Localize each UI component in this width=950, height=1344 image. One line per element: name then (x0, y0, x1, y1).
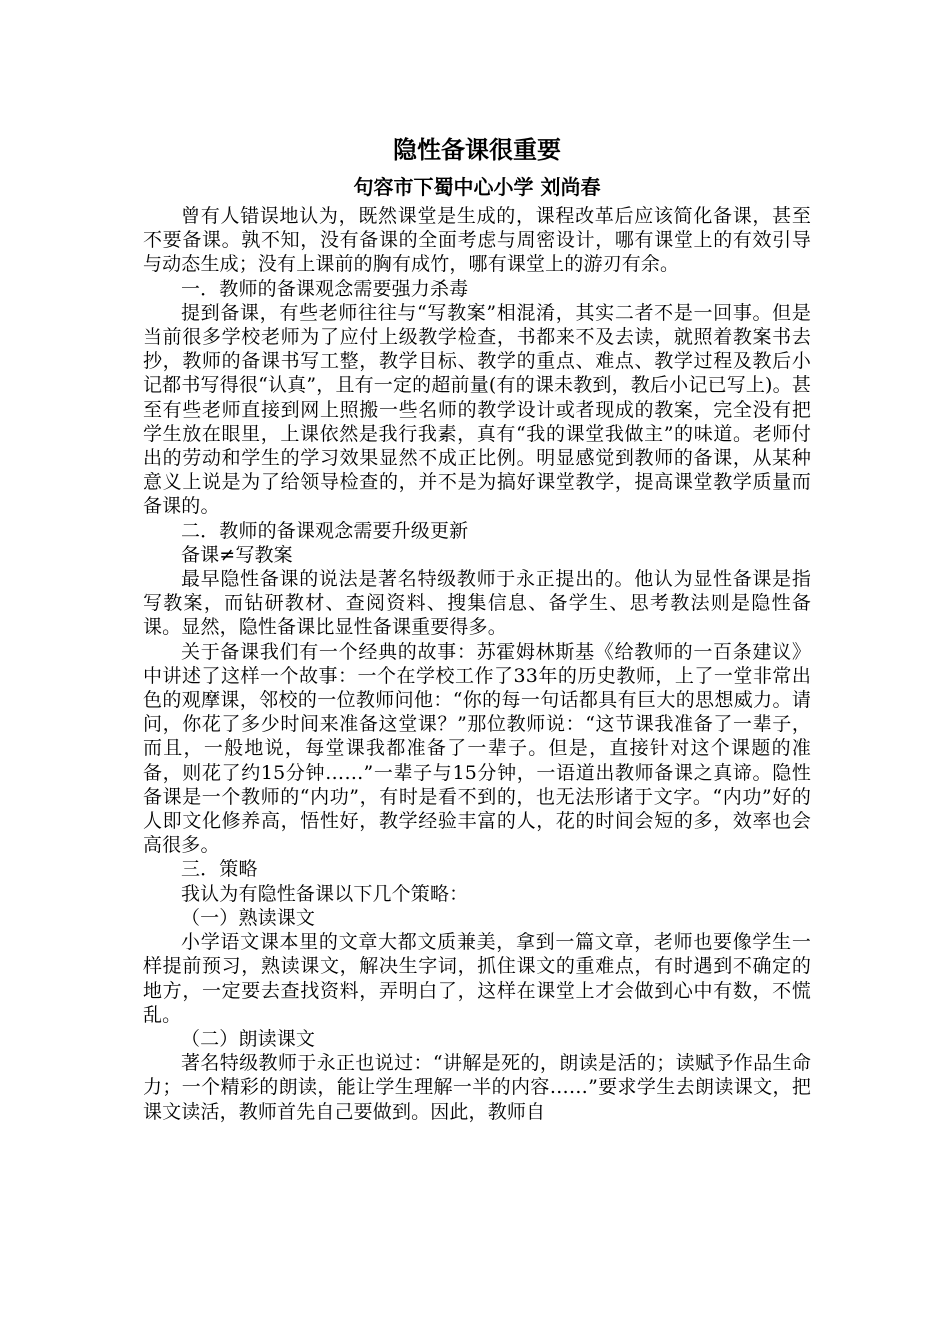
section-heading-2: 二．教师的备课观念需要升级更新 (181, 519, 469, 542)
paragraph: 我认为有隐性备课以下几个策略： (181, 882, 469, 905)
document-body (143, 204, 811, 1124)
paragraph: 提到备课，有些老师往往与“写教案”相混淆，其实二者不是一回事。但是当前很多学校老师为了应付上级教学检查，书都来不及去读，就照着教案书去抄，教师的备课书写工整，教学目标、教学的重点、难点、教学过程及教后小记都书写得很“认真”，且有一定的超前量(有的课未教到，教后小记已写上)。甚至有些老师直接到网上照搬一些名师的教学设计或者现成的教案，完全没有把学生放在眼里，上课依然是我行我素，真有“我的课堂我做主”的味道。老师付出的劳动和学生的学习效果显然不成正比例。明显感觉到教师的备课，从某种意义上说是为了给领导检查的，并不是为搞好课堂教学，提高课堂教学质量而备课的。 (143, 301, 811, 518)
section-heading-1: 一．教师的备课观念需要强力杀毒 (181, 277, 469, 300)
sub-heading: （二）朗读课文 (181, 1027, 316, 1050)
paragraph-intro: 曾有人错误地认为，既然课堂是生成的，课程改革后应该简化备课，甚至不要备课。孰不知，没有备课的全面考虑与周密设计，哪有课堂上的有效引导与动态生成；没有上课前的胸有成竹，哪有课堂上的游刃有余。 (143, 205, 811, 276)
document-title: 隐性备课很重要 (393, 136, 561, 164)
section-heading-3: 三．策略 (181, 858, 258, 881)
document-author: 句容市下蜀中心小学 刘尚春 (353, 175, 601, 199)
document-content (143, 132, 811, 1124)
sub-heading: （一）熟读课文 (181, 906, 316, 929)
paragraph: 关于备课我们有一个经典的故事：苏霍姆林斯基《给教师的一百条建议》中讲述了这样一个故事：一个在学校工作了33年的历史教师，上了一堂非常出色的观摩课，邻校的一位教师问他：“你的每一句话都具有巨大的思想威力。请问，你花了多少时间来准备这堂课？”那位教师说：“这节课我准备了一辈子，而且，一般地说，每堂课我都准备了一辈子。但是，直接针对这个课题的准备，则花了约15分钟……”一辈子与15分钟，一语道出教师备课之真谛。隐性备课是一个教师的“内功”，有时是看不到的，也无法形诸于文字。“内功”好的人即文化修养高，悟性好，教学经验丰富的人，花的时间会短的多，效率也会高很多。 (143, 640, 811, 857)
paragraph: 最早隐性备课的说法是著名特级教师于永正提出的。他认为显性备课是指写教案，而钻研教材、查阅资料、搜集信息、备学生、思考教法则是隐性备课。显然，隐性备课比显性备课重要得多。 (143, 568, 811, 639)
paragraph: 小学语文课本里的文章大都文质兼美，拿到一篇文章，老师也要像学生一样提前预习，熟读课文，解决生字词，抓住课文的重难点，有时遇到不确定的地方，一定要去查找资料，弄明白了，这样在课堂上才会做到心中有数，不慌乱。 (143, 931, 811, 1026)
sub-heading: 备课≠写教案 (181, 543, 293, 566)
paragraph: 著名特级教师于永正也说过：“讲解是死的，朗读是活的；读赋予作品生命力；一个精彩的朗读，能让学生理解一半的内容……”要求学生去朗读课文，把课文读活，教师首先自己要做到。因此，教师自 (143, 1052, 811, 1123)
